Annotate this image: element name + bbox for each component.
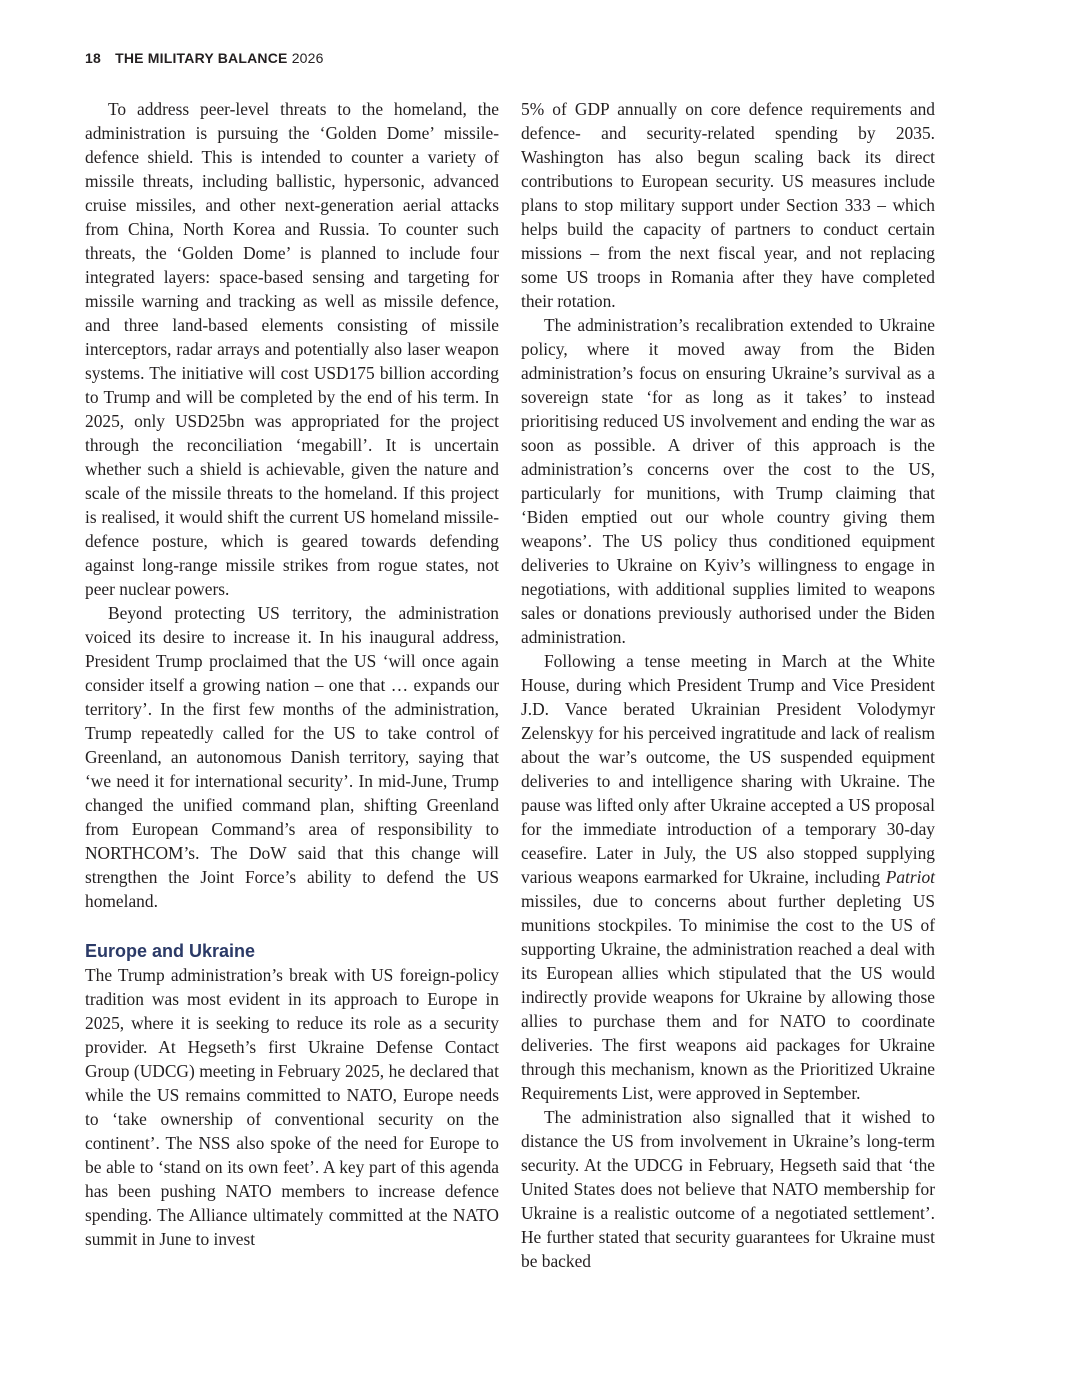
running-header [85,50,324,66]
right-column [521,97,935,1273]
italic-patriot: Patriot [885,867,935,887]
text-run: Following a tense meeting in March at the White House, during which President Trump and Vice President J.D. Vance berated Ukrainian President Volodymyr Zelenskyy for his perceived ingratitude and lack of realism about the war’s outcome, the US suspended equipment deliveries to and intelligence sharing with Ukraine. The pause was lifted only after Ukraine accepted a US proposal for the immediate introduction of a temporary 30-day ceasefire. Later in July, the US also stopped supplying various weapons earmarked for Ukraine, including [521,651,935,887]
page-number: 18 [85,50,101,66]
paragraph-white-house-meeting [521,649,935,1105]
publication-title: THE MILITARY BALANCE [115,50,288,66]
paragraph-long-term-security: The administration also signalled that it wished to distance the US from involvement in Ukraine’s long-term security. At the UDCG in February, Hegseth said that ‘the United States does not believe that NATO membership for Ukraine is a realistic outcome of a negotiated settlement’. He further stated that security guarantees for Ukraine must be backed [521,1107,935,1271]
publication-year: 2026 [291,50,324,66]
paragraph-europe: The Trump administration’s break with US foreign-policy tradition was most evident in its approach to Europe in 2025, where it is seeking to reduce its role as a security provider. At Hegseth’s first Ukraine Defense Contact Group (UDCG) meeting in February 2025, he declared that while the US remains committed to NATO, Europe needs to ‘take ownership of conventional security on the continent’. The NSS also spoke of the need for Europe to be able to ‘stand on its own feet’. A key part of this agenda has been pushing NATO members to increase defence spending. The Alliance ultimately committed at the NATO summit in June to invest [85,965,499,1249]
paragraph-territory: Beyond protecting US territory, the administration voiced its desire to increase it. In his inaugural address, President Trump proclaimed that the US ‘will once again consider itself a growing nation – one that … expands our territory’. In the first few months of the administration, Trump repeatedly called for the US to take control of Greenland, an autonomous Danish territory, saying that ‘we need it for international security’. In mid-June, Trump changed the unified command plan, shifting Greenland from European Command’s area of responsibility to NORTHCOM’s. The DoW said that this change will strengthen the Joint Force’s ability to defend the US homeland. [85,603,499,911]
section-heading-europe-ukraine: Europe and Ukraine [85,941,256,961]
paragraph-ukraine-policy: The administration’s recalibration extended to Ukraine policy, where it moved away from the Biden administration’s focus on ensuring Ukraine’s survival as a sovereign state ‘for as long as it takes’ to instead prioritising reduced US involvement and ending the war as soon as possible. A driver of this approach is the administration’s concerns over the cost to the US, particularly for munitions, with Trump claiming that ‘Biden emptied out our whole country giving them weapons’. The US policy thus conditioned equipment deliveries to Ukraine on Kyiv’s willingness to engage in negotiations, with additional supplies limited to weapons sales or donations previously authorised under the Biden administration. [521,315,935,647]
left-column [85,97,499,1251]
text-run: missiles, due to concerns about further depleting US munitions stockpiles. To minimise the cost to the US of supporting Ukraine, the administration reached a deal with its European allies which stipulated that the US would indirectly provide weapons for Ukraine by allowing those allies to purchase them and for NATO to coordinate deliveries. The first weapons aid packages for Ukraine through this mechanism, known as the Prioritized Ukraine Requirements List, were approved in September. [521,891,935,1103]
paragraph-nato-spending: 5% of GDP annually on core defence requirements and defence- and security-related spending by 2035. Washington has also begun scaling back its direct contributions to European security. US measures include plans to stop military support under Section 333 – which helps build the capacity of partners to conduct certain missions – from the next fiscal year, and not replacing some US troops in Romania after they have completed their rotation. [521,99,935,311]
paragraph-golden-dome: To address peer-level threats to the homeland, the administration is pursuing the ‘Golden Dome’ missile-defence shield. This is intended to counter a variety of missile threats, including ballistic, hypersonic, advanced cruise missiles, and other next-generation aerial attacks from China, North Korea and Russia. To counter such threats, the ‘Golden Dome’ is planned to include four integrated layers: space-based sensing and targeting for missile warning and tracking as well as missile defence, and three land-based elements consisting of missile interceptors, radar arrays and potentially also laser weapon systems. The initiative will cost USD175 billion according to Trump and will be completed by the end of his term. In 2025, only USD25bn was appropriated for the project through the reconciliation ‘megabill’. It is uncertain whether such a shield is achievable, given the nature and scale of the missile threats to the homeland. If this project is realised, it would shift the current US homeland missile-defence posture, which is geared towards defending against long-range missile strikes from rogue states, not peer nuclear powers. [85,99,499,599]
